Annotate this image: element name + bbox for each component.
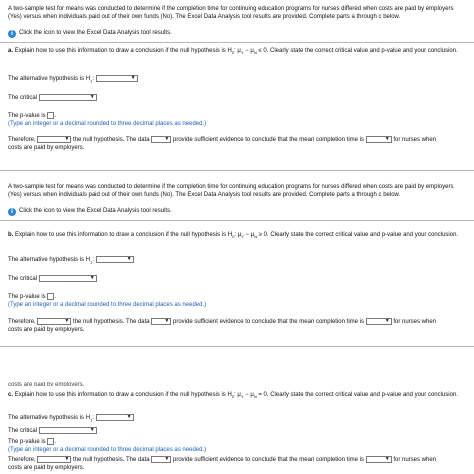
question-text: Explain how to use this information to draw a conclusion if the null hypothesis is H bbox=[15, 232, 233, 238]
info-icon[interactable]: i bbox=[8, 208, 16, 216]
pvalue-label: The p-value is bbox=[8, 113, 46, 120]
direction-dropdown[interactable] bbox=[366, 136, 392, 143]
chevron-down-icon: ▼ bbox=[64, 136, 70, 142]
critical-dropdown[interactable] bbox=[39, 427, 97, 434]
alt-hyp-dropdown[interactable] bbox=[96, 75, 138, 82]
problem-intro: A two-sample test for means was conducted to determine if the completion time for continuing education programs for nurses differed when costs are paid by employers (Yes) versus when individuals paid out of their own funds (No). The Excel Data Analysis tool results are provided. Complete parts a through c below. bbox=[8, 6, 454, 20]
critical-dropdown[interactable] bbox=[39, 275, 97, 282]
alt-hyp-dropdown[interactable] bbox=[96, 414, 134, 421]
question-label: c. bbox=[8, 392, 14, 398]
alt-hyp-dropdown[interactable] bbox=[96, 256, 134, 263]
alt-hyp-label: The alternative hypothesis is H bbox=[8, 76, 91, 83]
alt-hyp-row: The alternative hypothesis is $H_1$: ▼ bbox=[8, 256, 132, 265]
excel-results-link[interactable] bbox=[8, 30, 468, 38]
question-c: c. Explain how to use this information to draw a conclusion if the null hypothesis is $H_0$: $\mu_Y - \mu_N = 0$. Clearly state the correct critical value and p-value and your conclusion. bbox=[8, 392, 458, 400]
divider bbox=[0, 346, 474, 347]
pvalue-input[interactable] bbox=[47, 112, 54, 119]
chevron-down-icon: ▼ bbox=[384, 136, 390, 142]
pvalue-input[interactable] bbox=[47, 438, 54, 445]
does-dropdown[interactable] bbox=[151, 136, 171, 143]
does-dropdown[interactable] bbox=[151, 318, 171, 325]
critical-dropdown[interactable] bbox=[39, 94, 97, 101]
pvalue-row: The p-value is . (Type an integer or a decimal rounded to three decimal places as needed.) bbox=[8, 112, 468, 128]
cropped-text: costs are paid by employers. bbox=[8, 382, 85, 386]
question-label: b. bbox=[8, 232, 14, 238]
excel-results-link[interactable] bbox=[8, 208, 468, 216]
chevron-down-icon: ▼ bbox=[126, 414, 132, 420]
excel-results-text: Click the icon to view the Excel Data Analysis tool results. bbox=[19, 208, 172, 215]
question-a: a. Explain how to use this information to draw a conclusion if the null hypothesis is $H_0$: $\mu_Y - \mu_N \le 0$. Clearly state the correct critical value and p-value and your conclusion. bbox=[8, 48, 458, 56]
does-dropdown[interactable] bbox=[151, 456, 171, 463]
chevron-down-icon: ▼ bbox=[126, 256, 132, 262]
chevron-down-icon: ▼ bbox=[164, 318, 170, 324]
critical-row: The critical ▼ bbox=[8, 275, 95, 283]
pvalue-input[interactable] bbox=[47, 293, 54, 300]
chevron-down-icon: ▼ bbox=[130, 75, 136, 81]
pvalue-row: The p-value is . (Type an integer or a decimal rounded to three decimal places as needed.) bbox=[8, 439, 207, 453]
conclusion-row: Therefore, ▼ the null hypothesis. The data ▼ provide sufficient evidence to conclude that the mean completion time is ▼ for nurses when costs are paid by employers. bbox=[8, 136, 437, 151]
chevron-down-icon: ▼ bbox=[89, 427, 95, 433]
chevron-down-icon: ▼ bbox=[89, 275, 95, 281]
chevron-down-icon: ▼ bbox=[64, 318, 70, 324]
excel-results-text: Click the icon to view the Excel Data Analysis tool results. bbox=[19, 30, 172, 37]
problem-intro: A two-sample test for means was conducted to determine if the completion time for continuing education programs for nurses differed when costs are paid by employers (Yes) versus when individuals paid out of their own funds (No). The Excel Data Analysis tool results are provided. Complete parts a through c below. bbox=[8, 184, 454, 198]
divider bbox=[0, 42, 474, 43]
chevron-down-icon: ▼ bbox=[384, 318, 390, 324]
reject-dropdown[interactable] bbox=[37, 318, 71, 325]
chevron-down-icon: ▼ bbox=[89, 94, 95, 100]
info-icon[interactable]: i bbox=[8, 30, 16, 38]
direction-dropdown[interactable] bbox=[366, 456, 392, 463]
critical-row bbox=[8, 94, 468, 103]
critical-row: The critical ▼ bbox=[8, 427, 95, 435]
pvalue-row: The p-value is . (Type an integer or a decimal rounded to three decimal places as needed.) bbox=[8, 294, 207, 308]
conclusion-row: Therefore, ▼ the null hypothesis. The data ▼ provide sufficient evidence to conclude that the mean completion time is ▼ for nurses when costs are paid by employers. bbox=[8, 456, 437, 471]
critical-label: The critical bbox=[8, 95, 38, 102]
reject-dropdown[interactable] bbox=[37, 456, 71, 463]
chevron-down-icon: ▼ bbox=[64, 456, 70, 462]
part-b-intro bbox=[8, 184, 468, 199]
question-b: b. Explain how to use this information to draw a conclusion if the null hypothesis is $H_0$: $\mu_Y - \mu_N \ge 0$. Clearly state the correct critical value and p-value and your conclusion. bbox=[8, 232, 459, 240]
question-text: Explain how to use this information to draw a conclusion if the null hypothesis is H bbox=[14, 48, 232, 54]
part-a-intro bbox=[8, 6, 468, 21]
reject-dropdown[interactable] bbox=[37, 136, 71, 143]
conclusion-row: Therefore, ▼ the null hypothesis. The data ▼ provide sufficient evidence to conclude that the mean completion time is ▼ for nurses when costs are paid by employers. bbox=[8, 318, 437, 333]
question-text: Explain how to use this information to draw a conclusion if the null hypothesis is H bbox=[14, 392, 232, 398]
question-label: a. bbox=[8, 48, 14, 54]
chevron-down-icon: ▼ bbox=[164, 456, 170, 462]
alt-hyp-row: The alternative hypothesis is $H_1$: ▼ bbox=[8, 414, 132, 423]
chevron-down-icon: ▼ bbox=[384, 456, 390, 462]
chevron-down-icon: ▼ bbox=[164, 136, 170, 142]
direction-dropdown[interactable] bbox=[366, 318, 392, 325]
alt-hyp-row: The alternative hypothesis is $H_1$: ▼ bbox=[8, 75, 136, 84]
pvalue-note: (Type an integer or a decimal rounded to three decimal places as needed.) bbox=[8, 120, 207, 127]
divider bbox=[0, 170, 474, 171]
divider bbox=[0, 220, 474, 221]
